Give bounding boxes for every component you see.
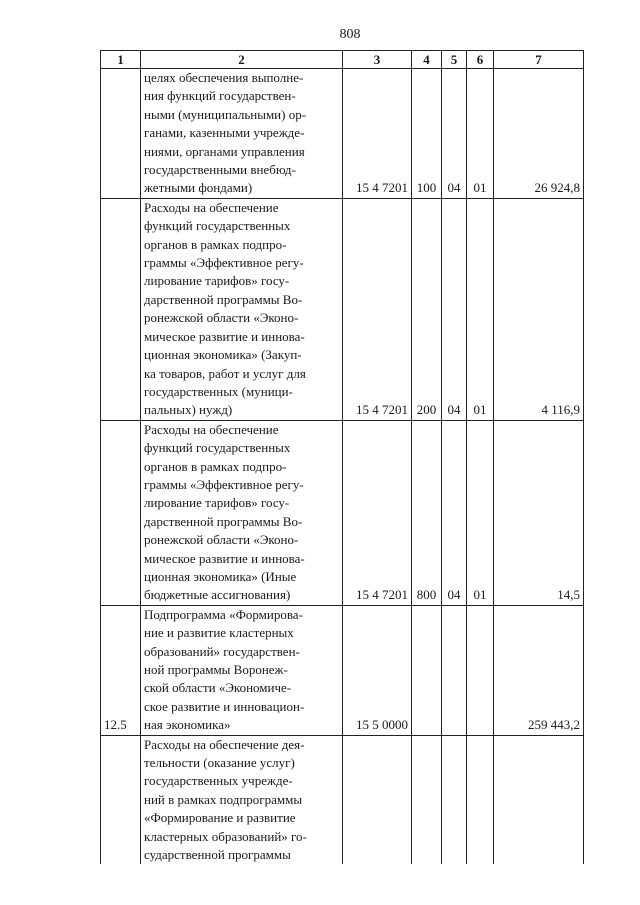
amount: 259 443,2 — [494, 605, 584, 735]
amount: 14,5 — [494, 420, 584, 605]
subsection-code: 01 — [467, 198, 494, 420]
column-header: 7 — [494, 51, 584, 69]
row-description — [141, 198, 343, 420]
row-description-text: Подпрограмма «Формирова- ние и развитие кластерных образований» государствен- ной программы Воронеж- ской области «Экономиче- ское развитие и инновацион- ная экономика» — [144, 606, 305, 733]
table-row — [101, 420, 584, 605]
subsection-code — [467, 605, 494, 735]
target-code: 15 5 0000 — [343, 605, 412, 735]
column-header: 6 — [467, 51, 494, 69]
header-row — [101, 51, 584, 69]
column-header: 3 — [343, 51, 412, 69]
page-number: 808 — [339, 27, 361, 42]
row-description-text: Расходы на обеспечение функций государственных органов в рамках подпро- граммы «Эффективное регу- лирование тарифов» госу- дарственной программы Во- ронежской области «Эконо- мическое развитие и иннова- ционная экономика» (Иные бюджетные ассигнования) — [144, 421, 305, 603]
column-header: 5 — [442, 51, 467, 69]
row-description-text: целях обеспечения выполне- ния функций государствен- ными (муниципальными) ор- ганами, казенными учрежде- ниями, органами управления государственными внебюд- жетными фондами) — [144, 70, 307, 196]
column-header: 1 — [101, 51, 141, 69]
budget-table — [100, 50, 584, 864]
expense-type — [412, 735, 442, 864]
target-code — [343, 735, 412, 864]
expense-type: 200 — [412, 198, 442, 420]
table-row — [101, 69, 584, 199]
row-number: 12.5 — [101, 605, 141, 735]
target-code: 15 4 7201 — [343, 198, 412, 420]
subsection-code — [467, 735, 494, 864]
table-row — [101, 198, 584, 420]
table-row — [101, 605, 584, 735]
table-row — [101, 735, 584, 864]
section-code — [442, 735, 467, 864]
row-description — [141, 420, 343, 605]
section-code: 04 — [442, 420, 467, 605]
section-code: 04 — [442, 198, 467, 420]
row-description-text: Расходы на обеспечение дея- тельности (оказание услуг) государственных учрежде- ний в рамках подпрограммы «Формирование и развитие кластерных образований» го- сударственной программы — [144, 736, 307, 863]
row-number — [101, 69, 141, 199]
row-number — [101, 198, 141, 420]
row-number — [101, 420, 141, 605]
expense-type: 100 — [412, 69, 442, 199]
column-header: 4 — [412, 51, 442, 69]
row-description — [141, 735, 343, 864]
subsection-code: 01 — [467, 420, 494, 605]
row-description — [141, 605, 343, 735]
amount: 4 116,9 — [494, 198, 584, 420]
amount: 26 924,8 — [494, 69, 584, 199]
target-code: 15 4 7201 — [343, 69, 412, 199]
target-code: 15 4 7201 — [343, 420, 412, 605]
row-description-text: Расходы на обеспечение функций государственных органов в рамках подпро- граммы «Эффективное регу- лирование тарифов» госу- дарственной программы Во- ронежской области «Эконо- мическое развитие и иннова- ционная экономика» (Закуп- ка товаров, работ и услуг для государственных (муници- пальных) нужд) — [144, 199, 306, 418]
expense-type: 800 — [412, 420, 442, 605]
row-description — [141, 69, 343, 199]
subsection-code: 01 — [467, 69, 494, 199]
section-code — [442, 605, 467, 735]
expense-type — [412, 605, 442, 735]
section-code: 04 — [442, 69, 467, 199]
column-header: 2 — [141, 51, 343, 69]
row-number — [101, 735, 141, 864]
amount — [494, 735, 584, 864]
